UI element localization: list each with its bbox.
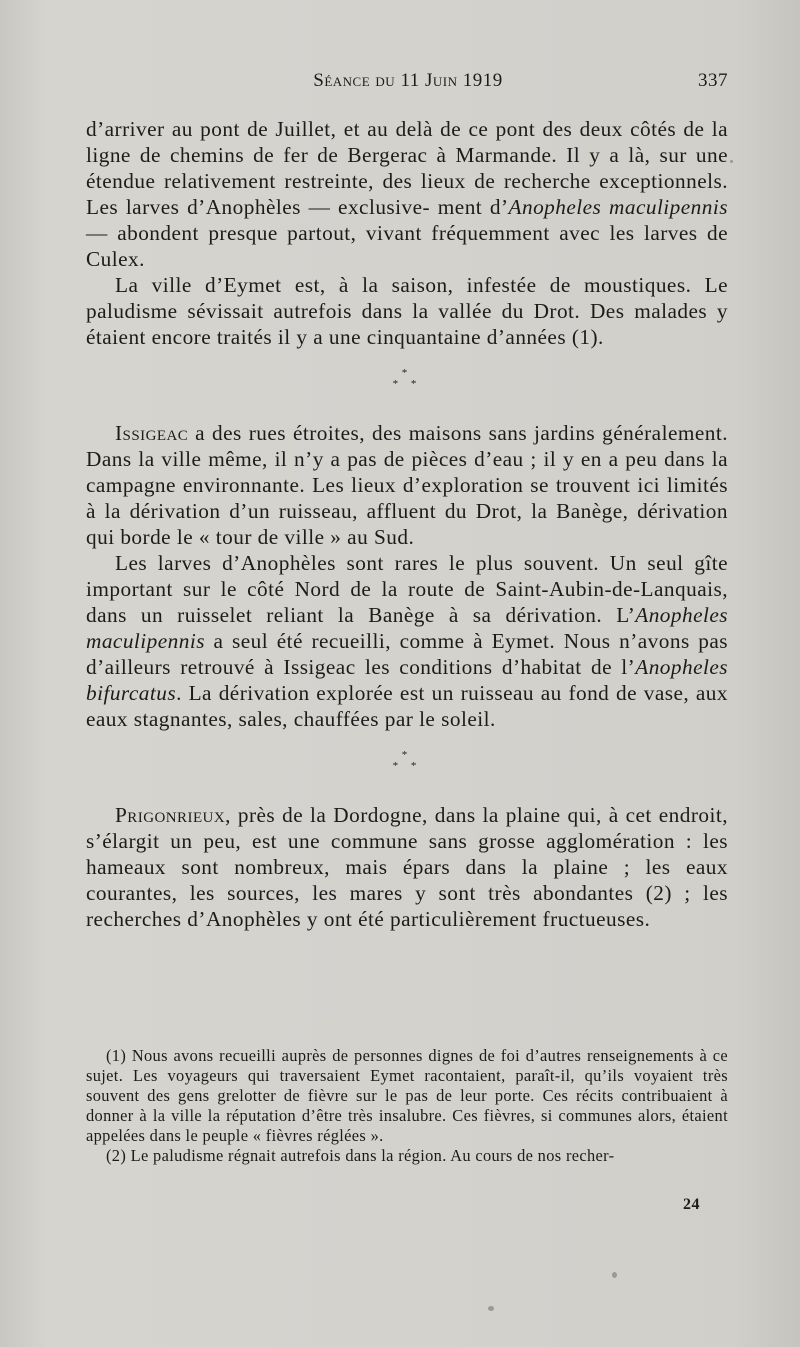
- text-run: a des rues étroites, des maisons sans jardins généralement. Dans la ville même, il n’y a pas de pièces d’eau ; il y en a peu dans la campagne environnante. Les lieux d’exploration se trouvent ici limités à la dérivation d’un ruisseau, affluent du Drot, la Banège, dérivation qui borde le « tour de ville » au Sud.: [86, 421, 728, 549]
- paragraph-issigeac: [86, 420, 728, 550]
- species-name: Anopheles maculipennis: [508, 195, 728, 219]
- text-run: , près de la Dordogne, dans la plaine qui, à cet endroit, s’élargit un peu, est une commune sans grosse agglomération : les hameaux sont nombreux, mais épars dans la plaine ; les eaux courantes, les sources, les mares y sont très abondantes (2) ; les recherches d’Anophèles y ont été particulièrement fructueuses.: [86, 803, 728, 931]
- signature-mark: 24: [683, 1196, 700, 1213]
- footnote-1: (1) Nous avons recueilli auprès de personnes dignes de foi d’autres renseignements à ce sujet. Les voyageurs qui traversaient Eymet racontaient, paraît-il, qu’ils voyaient très souvent des gens grelotter de fièvre sur le pas de leur porte. Ces récits contribuaient à donner à la ville la réputation d’être très insalubre. Ces fièvres, si communes alors, étaient appelées dans le peuple « fièvres réglées ».: [86, 1046, 728, 1145]
- main-text: [86, 116, 728, 932]
- asterism-bottom: * *: [392, 378, 422, 390]
- paragraph-eymet-malaria: La ville d’Eymet est, à la saison, infestée de moustiques. Le paludisme sévissait autrefois dans la vallée du Drot. Des malades y étaient encore traités il y a une cinquantaine d’années (1).: [86, 273, 728, 349]
- section-asterism: [86, 350, 728, 420]
- line: recherche exceptionnels. Les larves d’Anophèles — exclusive-: [86, 169, 728, 219]
- line: côtés de la ligne de chemins de fer de Bergerac à Marmande. Il: [86, 117, 728, 167]
- text-run: a seul été recueilli, comme à Eymet. Nous n’avons pas d’ailleurs retrouvé à Issigeac les conditions d’habitat de l’: [86, 629, 728, 679]
- place-name-issigeac: Issigeac: [115, 421, 189, 445]
- paragraph-eymet-continued: [86, 116, 728, 272]
- species-name: Anopheles maculipennis: [86, 603, 728, 653]
- asterism-top: *: [401, 749, 413, 761]
- line: y a là, sur une étendue relativement restreinte, des lieux de: [86, 143, 729, 193]
- species-name: Anopheles bifurcatus: [86, 655, 728, 705]
- line: d’arriver au pont de Juillet, et au delà de ce pont des deux: [86, 117, 631, 141]
- paragraph-issigeac-larvae: [86, 550, 728, 732]
- asterism-bottom: * *: [392, 760, 422, 772]
- place-name-prigonrieux: Prigonrieux: [115, 803, 226, 827]
- footnotes: [86, 1046, 728, 1166]
- text-run: Les larves d’Anophèles sont rares le plus souvent. Un seul gîte important sur le côté Nord de la route de Saint-Aubin-de-Lanquais, dans un ruisselet reliant la Banège à sa dérivation.: [86, 551, 728, 627]
- paper-speck: [612, 1272, 617, 1278]
- footnote-2: (2) Le paludisme régnait autrefois dans la région. Au cours de nos recher-: [106, 1146, 615, 1165]
- text-run: — abondent presque partout, vivant fréquemment avec les larves de Culex.: [86, 221, 728, 271]
- text-run: . La dérivation explorée est un ruisseau au fond de vase, aux eaux stagnantes, sales, chauffées par le soleil.: [86, 681, 728, 731]
- text-run: ment d’: [437, 195, 509, 219]
- paper-speck: [730, 160, 733, 163]
- text-run: L’: [616, 603, 636, 627]
- page-header: [88, 70, 728, 98]
- paper-speck: [488, 1306, 494, 1311]
- page-number: 337: [698, 70, 728, 91]
- running-title: Séance du 11 Juin 1919: [313, 70, 503, 91]
- paragraph-prigonrieux: [86, 802, 728, 932]
- asterism-top: *: [401, 367, 413, 379]
- section-asterism: [86, 732, 728, 802]
